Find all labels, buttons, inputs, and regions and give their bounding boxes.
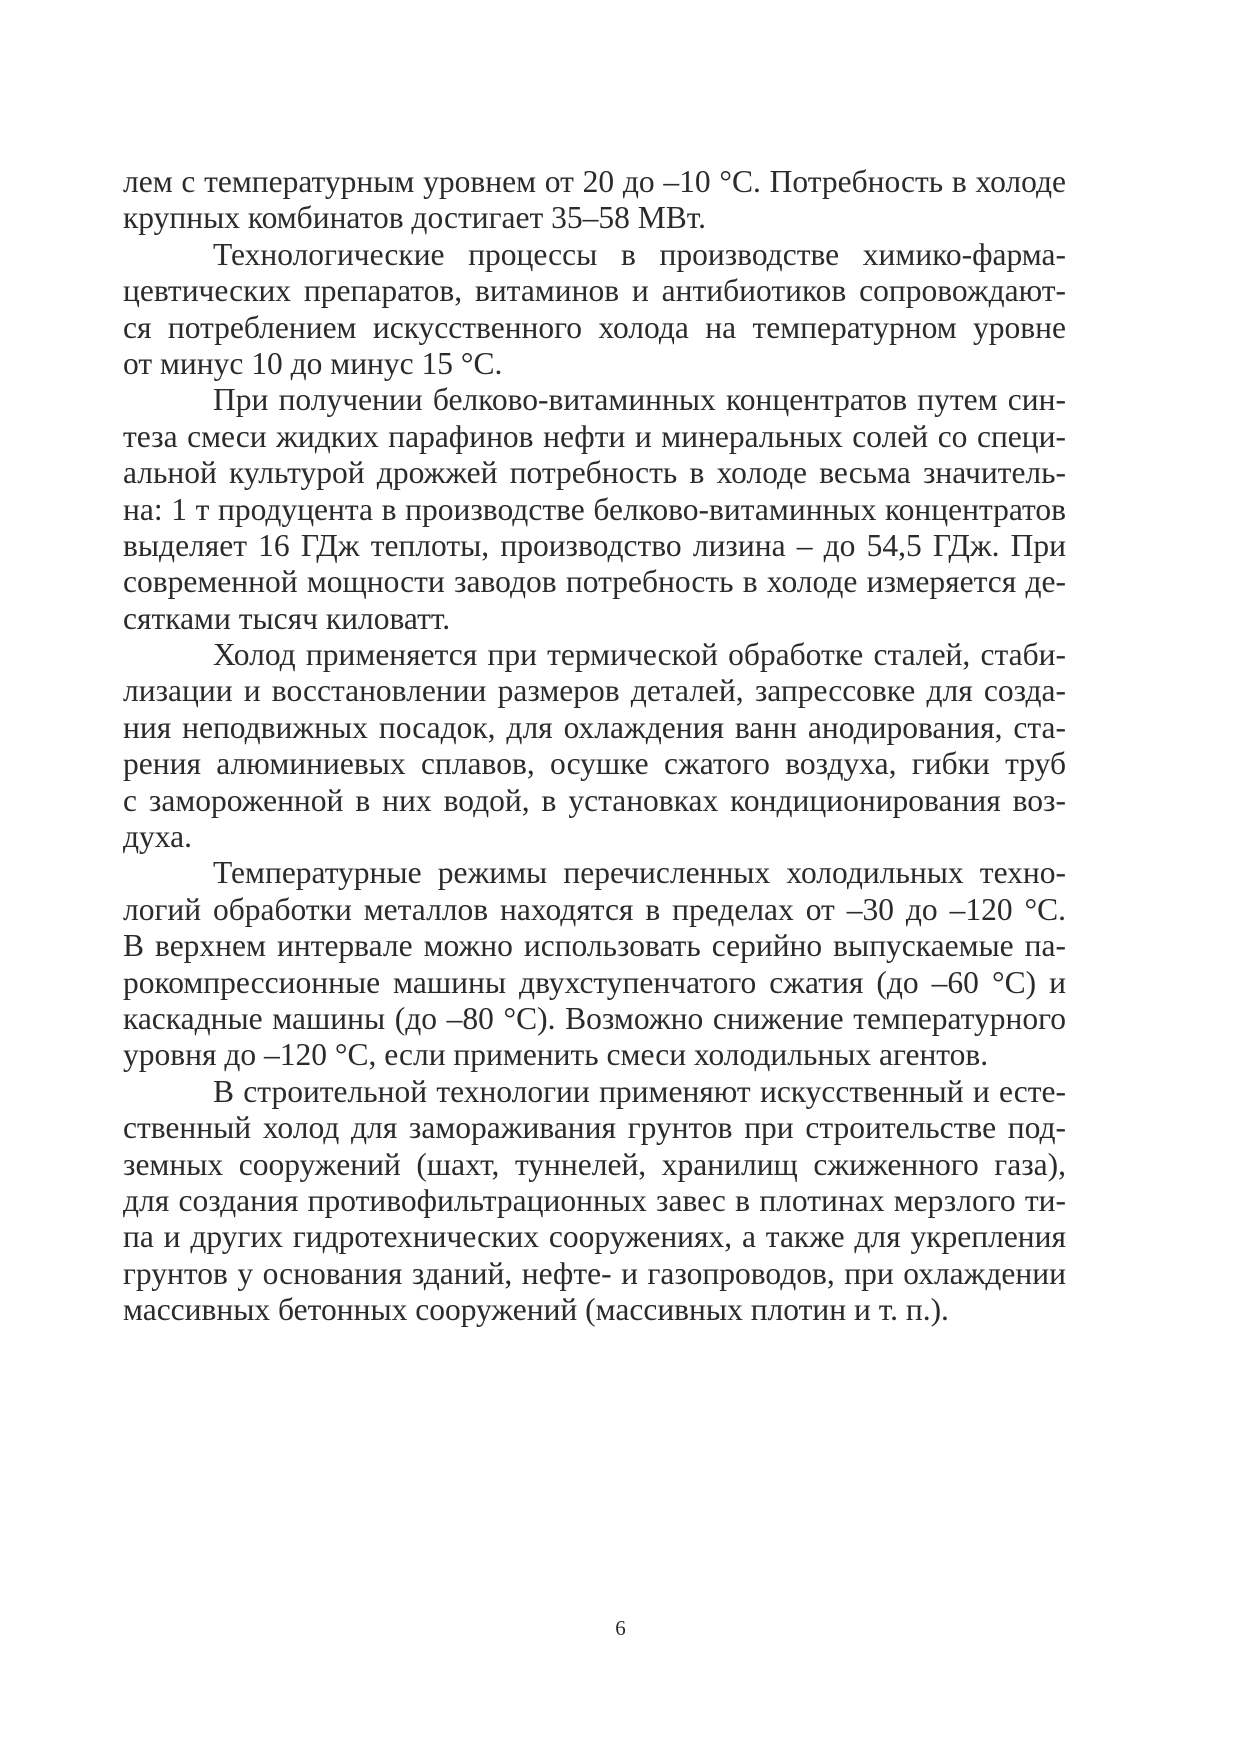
text-line: массивных бетонных сооружений (массивных плотин и т. п.). [123,1292,949,1328]
page-number: 6 [615,1616,626,1640]
text-line: лизации и восстановлении размеров деталей, запрессовке для созда- [123,673,1066,709]
text-line: земных сооружений (шахт, туннелей, хранилищ сжиженного газа), [123,1146,1066,1182]
text-line: лем с температурным уровнем от 20 до –10 °С. Потребность в холоде [123,164,1066,199]
paragraph [123,1074,1066,1329]
text-line: ственный холод для замораживания грунтов при строительстве под- [123,1110,1066,1146]
text-line: с замороженной в них водой, в установках кондиционирования воз- [123,782,1066,818]
text-line: Технологические процессы в производстве химико-фарма- [213,236,1066,272]
text-line: ния неподвижных посадок, для охлаждения ванн анодирования, ста- [123,709,1066,745]
text-line: При получении белково-витаминных концентратов путем син- [213,382,1066,418]
text-line: В строительной технологии применяют искусственный и есте- [213,1073,1066,1109]
text-line: Температурные режимы перечисленных холодильных техно- [213,855,1066,891]
text-line: на: 1 т продуцента в производстве белково-витаминных концентратов [123,491,1066,527]
text-line: сятками тысяч киловатт. [123,600,451,636]
text-line: Холод применяется при термической обработке сталей, стаби- [213,637,1066,673]
body-text [123,164,1066,1329]
text-line: выделяет 16 ГДж теплоты, производство лизина – до 54,5 ГДж. При [123,527,1066,563]
paragraph [123,637,1066,855]
text-line: теза смеси жидких парафинов нефти и минеральных солей со специ- [123,418,1066,454]
text-line: для создания противофильтрационных завес в плотинах мерзлого ти- [123,1182,1066,1218]
paragraph [123,237,1066,383]
paragraph [123,855,1066,1073]
text-line: рения алюминиевых сплавов, осушке сжатого воздуха, гибки труб [123,746,1066,782]
text-line: уровня до –120 °С, если применить смеси холодильных агентов. [123,1037,989,1073]
text-line: рокомпрессионные машины двухступенчатого сжатия (до –60 °С) и [123,964,1066,1000]
text-line: ся потреблением искусственного холода на температурном уровне [123,309,1066,345]
text-line: па и других гидротехнических сооружениях, а также для укрепления [123,1219,1066,1255]
text-line: духа. [123,819,192,855]
text-line: каскадные машины (до –80 °С). Возможно снижение температурного [123,1000,1066,1036]
text-line: В верхнем интервале можно использовать серийно выпускаемые па- [123,928,1066,964]
text-line: крупных комбинатов достигает 35–58 МВт. [123,200,707,236]
text-line: цевтических препаратов, витаминов и антибиотиков сопровождают- [123,273,1066,309]
text-line: от минус 10 до минус 15 °С. [123,345,503,381]
text-line: альной культурой дрожжей потребность в холоде весьма значитель- [123,455,1066,491]
paragraph [123,164,1066,237]
text-line: современной мощности заводов потребность в холоде измеряется де- [123,564,1066,600]
text-line: логий обработки металлов находятся в пределах от –30 до –120 °С. [123,891,1066,927]
paragraph [123,382,1066,637]
text-line: грунтов у основания зданий, нефте- и газопроводов, при охлаждении [123,1255,1066,1291]
